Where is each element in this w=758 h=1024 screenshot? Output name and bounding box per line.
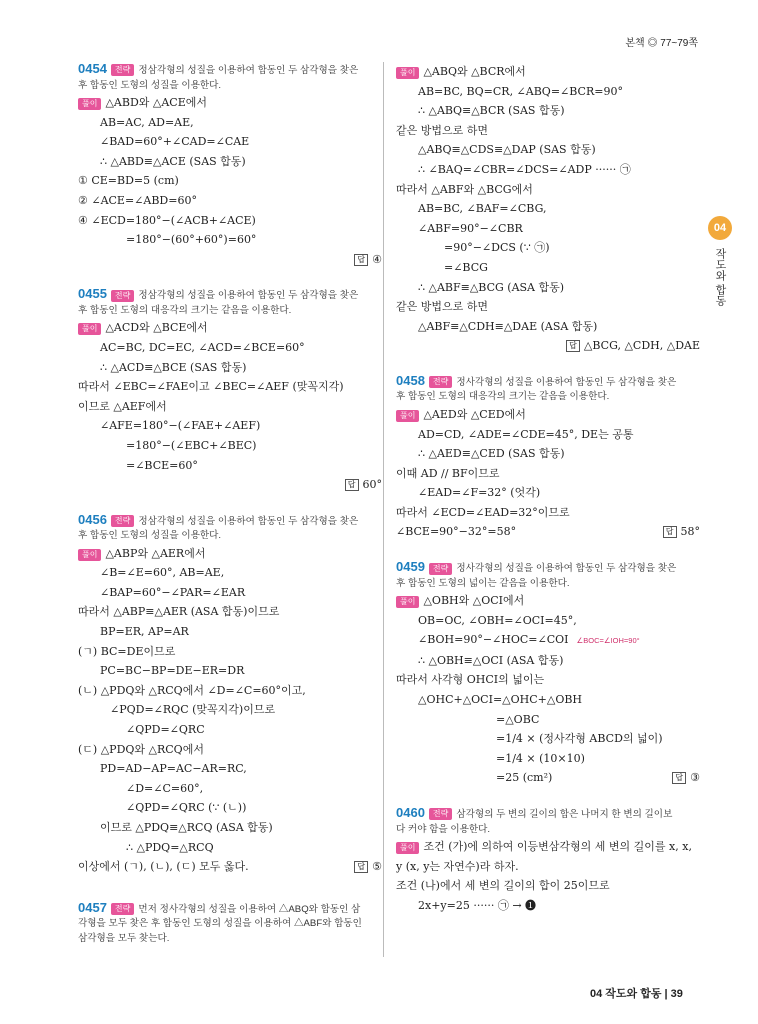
solution-line: ∠AFE=180°−(∠FAE+∠AEF) [100, 419, 261, 433]
solution-line: 이므로 △PDQ≡△RCQ (ASA 합동) [100, 821, 273, 834]
problem-header [396, 560, 706, 577]
solution-line: (ㄱ) BC=DE이므로 [78, 644, 176, 658]
problem-header [396, 374, 706, 391]
page-header: 본책 ◎ 77~79쪽 [625, 38, 698, 49]
page-footer: 04 작도와 합동 | 39 [590, 988, 683, 1000]
solution-line: ∴ △AED≡△CED (SAS 합동) [418, 447, 565, 461]
answer [78, 475, 388, 495]
answer-icon: 답 [354, 254, 368, 266]
solution-line: ∴ △ABF≡△BCG (ASA 합동) [418, 280, 565, 294]
solution-line: AB=AC, AD=AE, [100, 115, 194, 129]
answer-value: △BCG, △CDH, △DAE [583, 339, 700, 353]
left-column [78, 62, 388, 946]
problem-number: 0459 [396, 559, 425, 575]
solution-line [78, 544, 388, 564]
strategy-text: 후 합동인 도형의 대응각의 크기는 같음을 이용한다. [396, 391, 610, 403]
strategy-tag: 전략 [429, 808, 452, 820]
solution-line: ∠PQD=∠RQC (맞꼭지각)이므로 [110, 703, 276, 717]
solution-line: ∠QPD=∠QRC (∵ (ㄴ)) [126, 801, 247, 815]
solution-tag: 풀이 [396, 596, 419, 608]
solution-line: AB=BC, BQ=CR, ∠ABQ=∠BCR=90° [418, 84, 623, 98]
solution-line: 같은 방법으로 하면 [396, 123, 489, 137]
solution-line: =180°−(60°+60°)=60° [126, 233, 257, 247]
answer [663, 522, 706, 542]
strategy-tag: 전략 [111, 903, 134, 915]
solution-tag: 풀이 [78, 323, 101, 335]
solution-line: ∴ △PDQ=△RCQ [126, 840, 214, 854]
solution-text: ∠BOH=90°−∠HOC=∠COI [418, 633, 569, 647]
solution-line: 2x+y=25 ······ ㉠ → ❶ [418, 898, 537, 912]
solution-tag: 풀이 [396, 67, 419, 79]
strategy-tag: 전략 [111, 64, 134, 76]
spacer [78, 269, 388, 287]
strategy-text: 정삼각형의 성질을 이용하여 합동인 두 삼각형을 찾은 [138, 65, 359, 76]
problem-number: 0457 [78, 899, 107, 915]
solution-line [78, 318, 388, 338]
solution-line [396, 837, 706, 857]
solution-line: ∠BAP=60°−∠PAR=∠EAR [100, 585, 246, 599]
solution-line: 따라서 ∠ECD=∠EAD=32°이므로 [396, 505, 570, 519]
solution-line: (ㄴ) △PDQ와 △RCQ에서 ∠D=∠C=60°이고, [78, 683, 306, 697]
solution-line [78, 93, 388, 113]
spacer [396, 356, 706, 374]
solution-text: 조건 (가)에 의하여 이등변삼각형의 세 변의 길이를 x, x, [423, 840, 692, 853]
solution-line: AB=BC, ∠BAF=∠CBG, [418, 202, 547, 216]
strategy-text: 정삼각형의 성질을 이용하여 합동인 두 삼각형을 찾은 [138, 290, 359, 302]
answer [78, 250, 388, 270]
problem-header [78, 513, 388, 530]
strategy-tag: 전략 [429, 376, 452, 388]
solution-line: AD=CD, ∠ADE=∠CDE=45°, DE는 공통 [418, 427, 634, 441]
solution-line: 이므로 △AEF에서 [78, 399, 167, 413]
solution-line [78, 857, 388, 877]
answer [672, 768, 706, 788]
solution-tag: 풀이 [396, 410, 419, 422]
answer-value: 60° [362, 478, 382, 492]
solution-line: △OHC+△OCI=△OHC+△OBH [418, 693, 583, 707]
solution-text: △ABP와 △AER에서 [105, 546, 206, 560]
problem-number: 0455 [78, 286, 107, 302]
spacer [396, 788, 706, 806]
problem-header [78, 287, 388, 304]
solution-line [396, 522, 706, 542]
problem-number: 0460 [396, 805, 425, 820]
strategy-text: 먼저 정사각형의 성질을 이용하여 △ABQ와 합동인 삼 [138, 903, 361, 915]
strategy-tag: 전략 [111, 515, 134, 527]
strategy-text: 정사각형의 성질을 이용하여 합동인 두 삼각형을 찾은 [456, 563, 677, 575]
answer-value: 58° [680, 525, 700, 539]
strategy-text: 다 커야 함을 이용한다. [396, 823, 491, 835]
answer-value: ④ [372, 252, 382, 266]
solution-line: 따라서 사각형 OHCI의 넓이는 [396, 673, 545, 687]
problem-number: 0458 [396, 372, 425, 388]
solution-line: OB=OC, ∠OBH=∠OCI=45°, [418, 613, 577, 627]
solution-line: PC=BC−BP=DE−ER=DR [100, 664, 245, 678]
problem-number: 0456 [78, 511, 107, 527]
solution-line: (ㄷ) △PDQ와 △RCQ에서 [78, 742, 204, 756]
strategy-text: 삼각형의 두 변의 길이의 합은 나머지 한 변의 길이보 [456, 809, 673, 820]
strategy-text: 정사각형의 성질을 이용하여 합동인 두 삼각형을 찾은 [456, 376, 677, 388]
solution-line: ① CE=BD=5 (cm) [78, 174, 179, 188]
strategy-text: 각형을 모두 찾은 후 합동인 도형의 성질을 이용하여 △ABF와 합동인 [78, 918, 362, 930]
solution-line: =1/4 × (10×10) [496, 751, 585, 765]
answer [396, 336, 706, 356]
answer-icon: 답 [566, 340, 580, 352]
solution-line: =180°−(∠EBC+∠BEC) [126, 438, 257, 452]
answer [354, 857, 388, 877]
strategy-text: 삼각형을 모두 찾는다. [78, 932, 170, 944]
solution-text: △ABD와 △ACE에서 [105, 96, 207, 109]
strategy-tag: 전략 [429, 563, 452, 575]
problem-header [78, 901, 388, 918]
solution-line [396, 405, 706, 425]
solution-line: BP=ER, AP=AR [100, 625, 189, 639]
solution-line: ④ ∠ECD=180°−(∠ACB+∠ACE) [78, 213, 256, 227]
answer-icon: 답 [672, 772, 686, 784]
solution-line: ② ∠ACE=∠ABD=60° [78, 193, 197, 207]
solution-text: △OBH와 △OCI에서 [423, 594, 525, 608]
margin-note: ∠BOC=∠IOH=90° [576, 636, 640, 646]
strategy-text: 후 합동인 도형의 성질을 이용한다. [78, 530, 222, 542]
problem-number: 0454 [78, 61, 107, 76]
strategy-text: 후 합동인 도형의 넓이는 같음을 이용한다. [396, 577, 570, 589]
solution-line: ∴ △ACD≡△BCE (SAS 합동) [100, 360, 247, 374]
solution-line: y (x, y는 자연수)라 하자. [396, 859, 519, 873]
solution-line: ∠EAD=∠F=32° (엇각) [418, 486, 541, 500]
solution-line: △ABQ≡△CDS≡△DAP (SAS 합동) [418, 143, 596, 157]
answer-icon: 답 [354, 861, 368, 873]
solution-text: ∠BCE=90°−32°=58° [396, 525, 517, 539]
answer-value: ③ [690, 771, 700, 785]
solution-text: △AED와 △CED에서 [423, 407, 526, 421]
solution-line: 따라서 △ABP≡△AER (ASA 합동)이므로 [78, 605, 280, 619]
solution-line: =∠BCG [444, 260, 488, 274]
solution-line: 따라서 ∠EBC=∠FAE이고 ∠BEC=∠AEF (맞꼭지각) [78, 380, 344, 394]
solution-line: ∠QPD=∠QRC [126, 723, 205, 737]
solution-line [396, 768, 706, 788]
solution-line: ∴ △ABD≡△ACE (SAS 합동) [100, 154, 246, 168]
solution-line [396, 591, 706, 611]
answer-icon: 답 [663, 526, 677, 538]
solution-tag: 풀이 [396, 842, 419, 854]
solution-line [396, 630, 706, 651]
spacer [396, 542, 706, 560]
solution-line [396, 62, 706, 82]
solution-line: ∴ ∠BAQ=∠CBR=∠DCS=∠ADP ······ ㉠ [418, 162, 631, 176]
spacer [78, 495, 388, 513]
solution-tag: 풀이 [78, 98, 101, 110]
right-column [396, 62, 706, 915]
solution-line: △ABF≡△CDH≡△DAE (ASA 합동) [418, 319, 598, 333]
solution-line: 조건 (나)에서 세 변의 길이의 합이 25이므로 [396, 879, 610, 893]
solution-line: AC=BC, DC=EC, ∠ACD=∠BCE=60° [100, 340, 305, 354]
strategy-text: 후 합동인 도형의 대응각의 크기는 같음을 이용한다. [78, 304, 292, 316]
solution-text: △ABQ와 △BCR에서 [423, 65, 526, 78]
solution-line: =1/4 × (정사각형 ABCD의 넓이) [496, 732, 663, 746]
solution-line: ∠ABF=90°−∠CBR [418, 221, 523, 235]
solution-line: ∴ △OBH≡△OCI (ASA 합동) [418, 653, 564, 667]
chapter-badge: 04 [708, 216, 732, 240]
strategy-tag: 전략 [111, 290, 134, 302]
solution-line: ∠B=∠E=60°, AB=AE, [100, 566, 225, 580]
solution-text: 이상에서 (ㄱ), (ㄴ), (ㄷ) 모두 옳다. [78, 860, 249, 874]
solution-tag: 풀이 [78, 549, 101, 561]
solution-line: 같은 방법으로 하면 [396, 300, 489, 314]
solution-line: =90°−∠DCS (∵ ㉠) [444, 241, 550, 255]
answer-icon: 답 [345, 479, 359, 491]
problem-header [396, 806, 706, 823]
solution-line: ∠D=∠C=60°, [126, 781, 204, 795]
solution-line: ∠BAD=60°+∠CAD=∠CAE [100, 135, 250, 149]
answer-value: ⑤ [372, 860, 382, 874]
solution-line: =∠BCE=60° [126, 458, 198, 472]
solution-line: =△OBC [496, 712, 540, 726]
strategy-text: 후 합동인 도형의 성질을 이용한다. [78, 79, 222, 91]
spacer [78, 877, 388, 901]
solution-line: PD=AD−AP=AC−AR=RC, [100, 762, 247, 776]
solution-line: 따라서 △ABF와 △BCG에서 [396, 182, 533, 196]
solution-text: =25 (cm²) [496, 771, 553, 785]
strategy-text: 정삼각형의 성질을 이용하여 합동인 두 삼각형을 찾은 [138, 515, 359, 527]
chapter-title: 작도와 합동 [714, 248, 726, 307]
problem-header [78, 62, 388, 79]
solution-text: △ACD와 △BCE에서 [105, 321, 208, 335]
solution-line: 이때 AD // BF이므로 [396, 466, 500, 480]
solution-line: ∴ △ABQ≡△BCR (SAS 합동) [418, 104, 565, 118]
